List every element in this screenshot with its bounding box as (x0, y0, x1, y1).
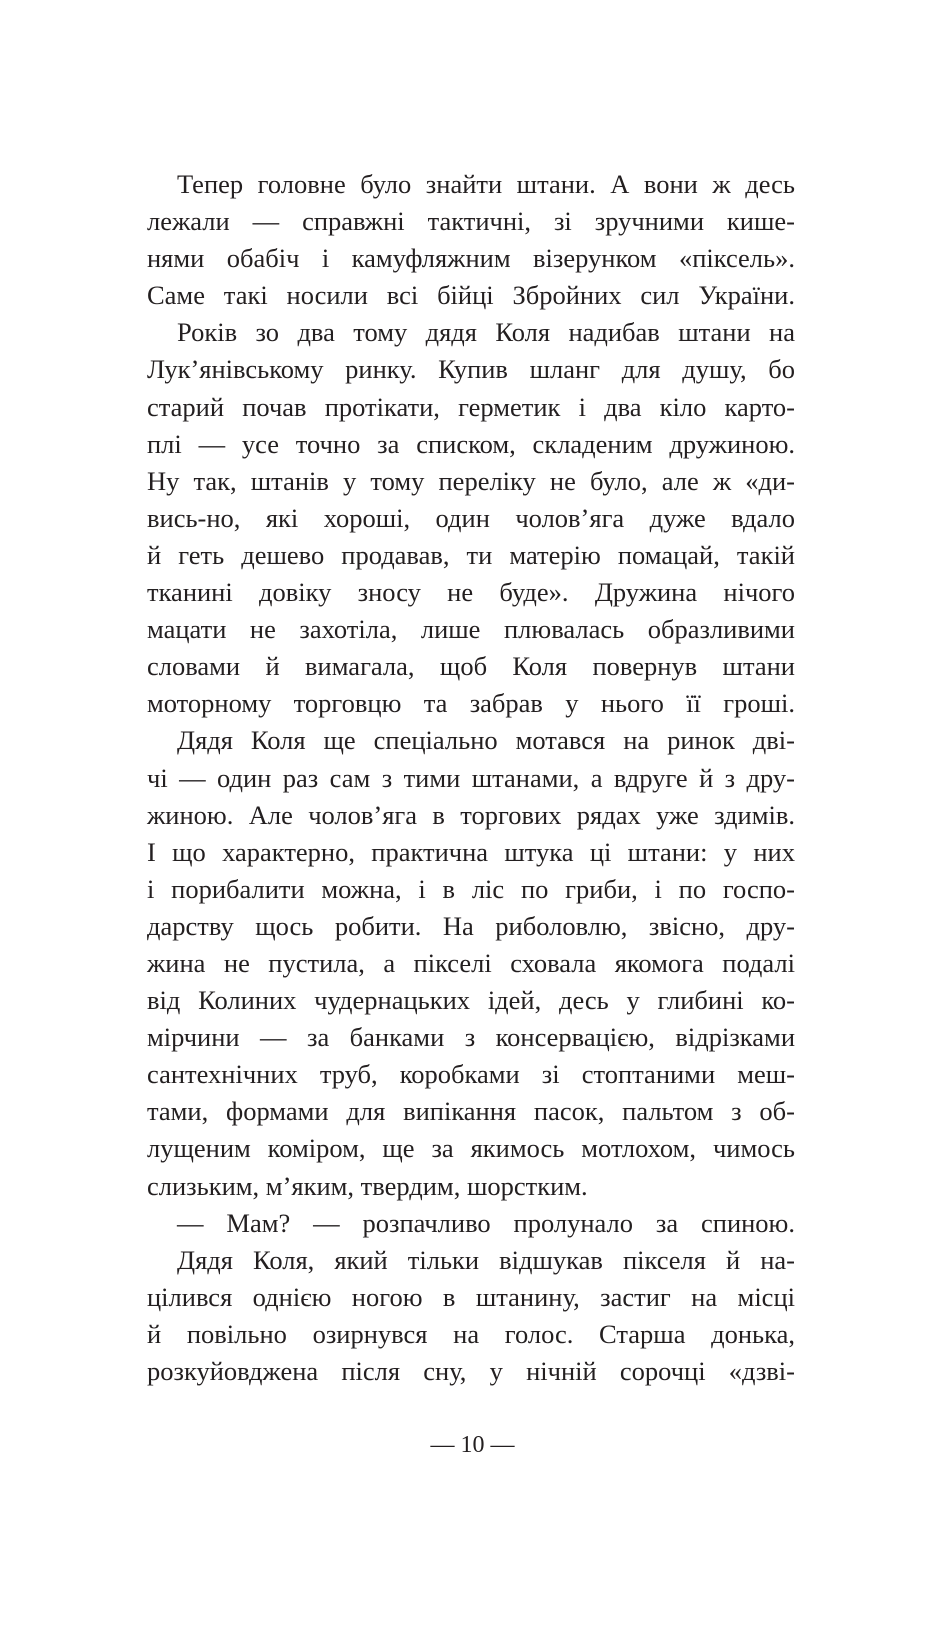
text-line: тканині довіку зносу не буде». Дружина нічого (147, 577, 795, 608)
page-number: — 10 — (430, 1432, 515, 1458)
text-line: й геть дешево продавав, ти матерію помацай, такій (147, 539, 795, 570)
text-line: слизьким, м’яким, твердим, шорстким. (147, 1170, 588, 1201)
text-line: мацати не захотіла, лише плювалась образливими (147, 614, 795, 645)
text-line: цілився однією ногою в штанину, застиг на місці (147, 1281, 795, 1312)
text-line: дарству щось робити. На риболовлю, звісно, дру- (147, 910, 795, 941)
text-line: і порибалити можна, і в ліс по гриби, і по госпо- (147, 873, 795, 904)
text-line: тами, формами для випікання пасок, пальтом з об- (147, 1096, 795, 1127)
text-line: Ну так, штанів у тому переліку не було, але ж «ди- (147, 465, 795, 496)
text-line: й повільно озирнувся на голос. Старша донька, (147, 1318, 795, 1349)
text-line: моторному торговцю та забрав у нього її гроші. (147, 688, 795, 719)
body-text (147, 166, 795, 1390)
text-line: Дядя Коля ще спеціально мотався на ринок дві- (177, 725, 795, 756)
text-line: сантехнічних труб, коробками зі стоптаними меш- (147, 1059, 795, 1090)
text-line: вись-но, які хороші, один чолов’яга дуже вдало (147, 502, 795, 533)
text-line: лежали — справжні тактичні, зі зручними кише- (147, 206, 795, 237)
text-line: Дядя Коля, який тільки відшукав пікселя й на- (177, 1244, 795, 1275)
text-line: І що характерно, практична штука ці штани: у них (147, 836, 795, 867)
text-line: Лук’янівському ринку. Купив шланг для душу, бо (147, 354, 795, 385)
text-line: мірчини — за банками з консервацією, відрізками (147, 1022, 795, 1053)
text-line: нями обабіч і камуфляжним візерунком «піксель». (147, 243, 795, 274)
text-line: розкуйовджена після сну, у нічній сорочці «дзві- (147, 1356, 795, 1386)
text-line: жина не пустила, а пікселі сховала якомога подалі (147, 947, 795, 978)
text-line: від Колиних чудернацьких ідей, десь у глибині ко- (147, 985, 795, 1016)
text-line: — Мам? — розпачливо пролунало за спиною. (177, 1207, 795, 1238)
text-line: Тепер головне було знайти штани. А вони ж десь (177, 169, 795, 199)
text-line: плі — усе точно за списком, складеним дружиною. (147, 428, 795, 459)
text-line: Років зо два тому дядя Коля надибав штани на (177, 317, 795, 348)
text-line: словами й вимагала, щоб Коля повернув штани (147, 651, 795, 682)
text-line: чі — один раз сам з тими штанами, а вдруге й з дру- (147, 762, 795, 793)
text-line: старий почав протікати, герметик і два кіло карто- (147, 391, 795, 422)
text-line: жиною. Але чолов’яга в торгових рядах уже здимів. (147, 799, 795, 830)
text-line: лущеним коміром, ще за якимось мотлохом, чимось (147, 1133, 795, 1164)
text-line: Саме такі носили всі бійці Збройних сил України. (147, 280, 795, 311)
